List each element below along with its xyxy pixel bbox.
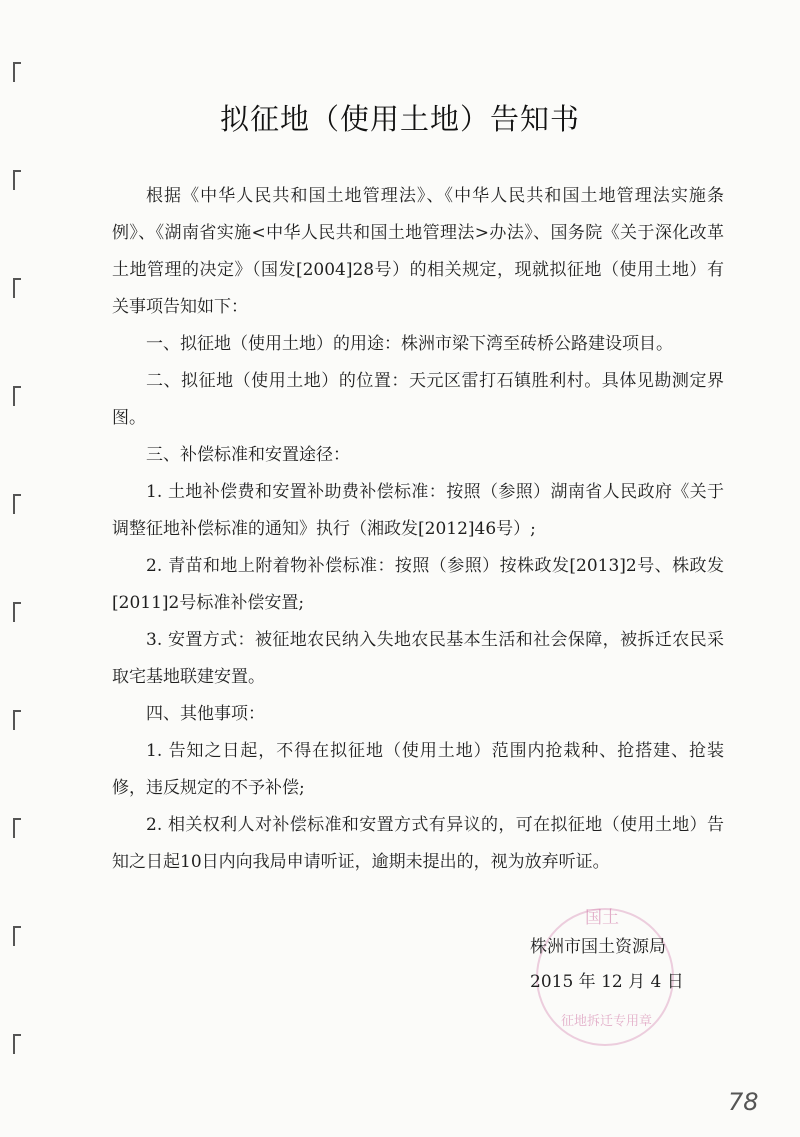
issuer-name: 株洲市国土资源局 xyxy=(530,937,666,957)
binding-hole-mark xyxy=(13,278,21,298)
intro-paragraph: 根据《中华人民共和国土地管理法》、《中华人民共和国土地管理法实施条例》、《湖南省实施<中华人民共和国土地管理法>办法》、国务院《关于深化改革土地管理的决定》（国发[2004]28号）的相关规定，现就拟征地（使用土地）有关事项告知如下： xyxy=(112,186,724,317)
binding-hole-mark xyxy=(13,386,21,406)
section-compensation: 三、补偿标准和安置途径： xyxy=(146,445,350,465)
document-body xyxy=(112,178,724,881)
binding-hole-mark xyxy=(13,710,21,730)
item-location: 二、拟征地（使用土地）的位置：天元区雷打石镇胜利村。具体见勘测定界图。 xyxy=(112,371,724,428)
binding-hole-mark xyxy=(13,62,21,82)
binding-hole-mark xyxy=(13,602,21,622)
other-item-2: 2. 相关权利人对补偿标准和安置方式有异议的，可在拟征地（使用土地）告知之日起10日内向我局申请听证，逾期未提出的，视为放弃听证。 xyxy=(112,815,724,872)
compensation-item-2: 2. 青苗和地上附着物补偿标准：按照（参照）按株政发[2013]2号、株政发[2011]2号标准补偿安置; xyxy=(112,556,724,613)
seal-bottom-text: 征地拆迁专用章 xyxy=(561,1014,653,1029)
compensation-item-1: 1. 土地补偿费和安置补助费补偿标准：按照（参照）湖南省人民政府《关于调整征地补偿标准的通知》执行（湘政发[2012]46号）; xyxy=(112,482,724,539)
document-title: 拟征地（使用土地）告知书 xyxy=(219,102,580,136)
section-other: 四、其他事项： xyxy=(146,704,265,724)
compensation-item-3: 3. 安置方式：被征地农民纳入失地农民基本生活和社会保障，被拆迁农民采取宅基地联建安置。 xyxy=(112,630,724,687)
binding-hole-mark xyxy=(13,1034,21,1054)
binding-hole-mark xyxy=(13,926,21,946)
other-item-1: 1. 告知之日起，不得在拟征地（使用土地）范围内抢栽种、抢搭建、抢装修，违反规定的不予补偿; xyxy=(112,741,724,798)
issue-date: 2015 年 12 月 4 日 xyxy=(530,972,684,992)
seal-top-text: 国土 xyxy=(585,908,619,928)
item-purpose: 一、拟征地（使用土地）的用途：株洲市梁下湾至砖桥公路建设项目。 xyxy=(146,334,673,354)
page-number: 78 xyxy=(728,1088,759,1116)
binding-hole-mark xyxy=(13,170,21,190)
binding-hole-mark xyxy=(13,818,21,838)
binding-hole-mark xyxy=(13,494,21,514)
